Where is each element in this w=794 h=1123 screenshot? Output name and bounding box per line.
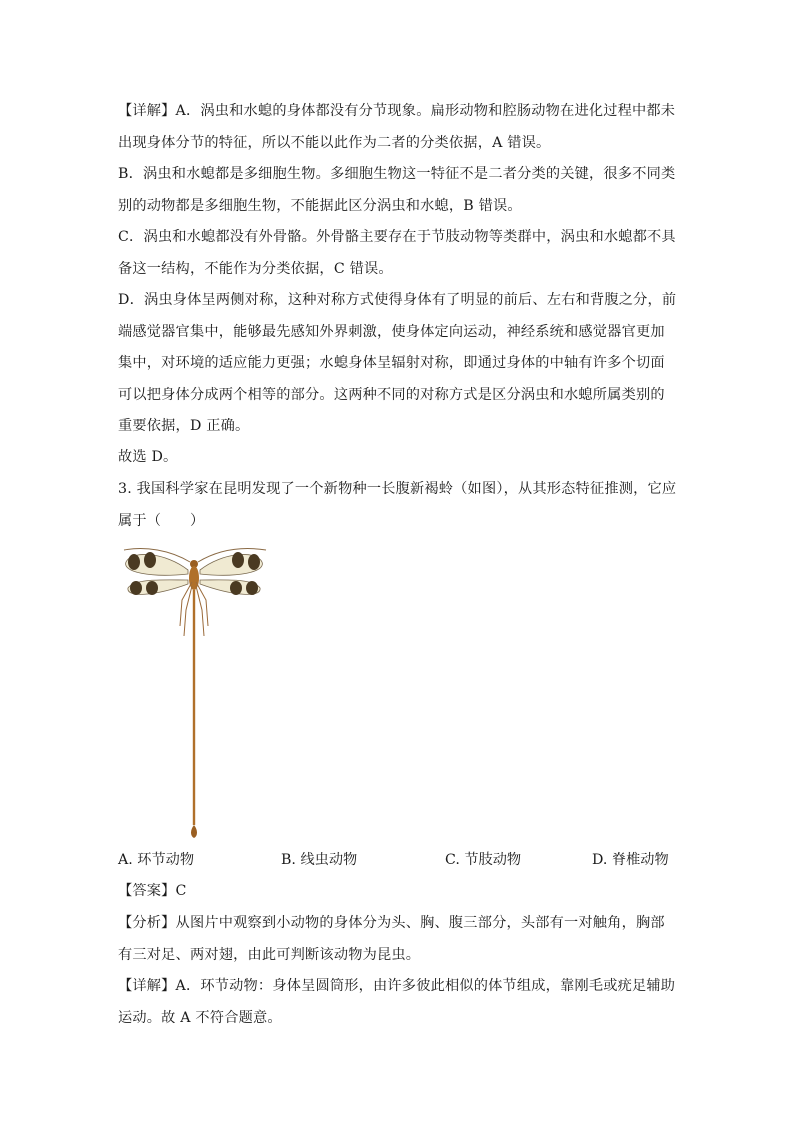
- option-d: D. 脊椎动物: [592, 852, 669, 868]
- paragraph-choice-d: 故选 D。: [118, 449, 178, 465]
- option-a: A. 环节动物: [118, 852, 195, 868]
- detail-paragraph-a: 【详解】A．环节动物：身体呈圆筒形，由许多彼此相似的体节组成，靠刚毛或疣足辅助运动。故 A 不符合题意。: [118, 978, 676, 1026]
- option-c: C. 节肢动物: [445, 852, 522, 868]
- option-b: B. 线虫动物: [281, 852, 358, 868]
- question-3-stem: 3. 我国科学家在昆明发现了一个新物种一长腹新褐蛉（如图），从其形态特征推测，它应属于（ ）: [118, 481, 677, 529]
- analysis-paragraph: 【分析】从图片中观察到小动物的身体分为头、胸、腹三部分，头部有一对触角，胸部有三对足、两对翅，由此可判断该动物为昆虫。: [118, 915, 665, 963]
- answer-options: [118, 845, 678, 876]
- lacewing-illustration: [120, 540, 270, 840]
- paragraph-detail-b: B．涡虫和水螅都是多细胞生物。多细胞生物这一特征不是二者分类的关键，很多不同类别的动物都是多细胞生物，不能据此区分涡虫和水螅，B 错误。: [118, 166, 676, 214]
- paragraph-detail-c: C．涡虫和水螅都没有外骨骼。外骨骼主要存在于节肢动物等类群中，涡虫和水螅都不具备这一结构，不能作为分类依据，C 错误。: [118, 229, 676, 277]
- insect-figure: [120, 540, 270, 840]
- answer-line: 【答案】C: [118, 883, 187, 899]
- paragraph-detail-a: 【详解】A．涡虫和水螅的身体都没有分节现象。扁形动物和腔肠动物在进化过程中都未出现身体分节的特征，所以不能以此作为二者的分类依据，A 错误。: [118, 103, 676, 151]
- paragraph-detail-d: D．涡虫身体呈两侧对称，这种对称方式使得身体有了明显的前后、左右和背腹之分，前端感觉器官集中，能够最先感知外界刺激，使身体定向运动，神经系统和感觉器官更加集中，对环境的适应能力更强；水螅身体呈辐射对称，即通过身体的中轴有许多个切面可以把身体分成两个相等的部分。这两种不同的对称方式是区分涡虫和水螅所属类别的重要依据，D 正确。: [118, 292, 677, 434]
